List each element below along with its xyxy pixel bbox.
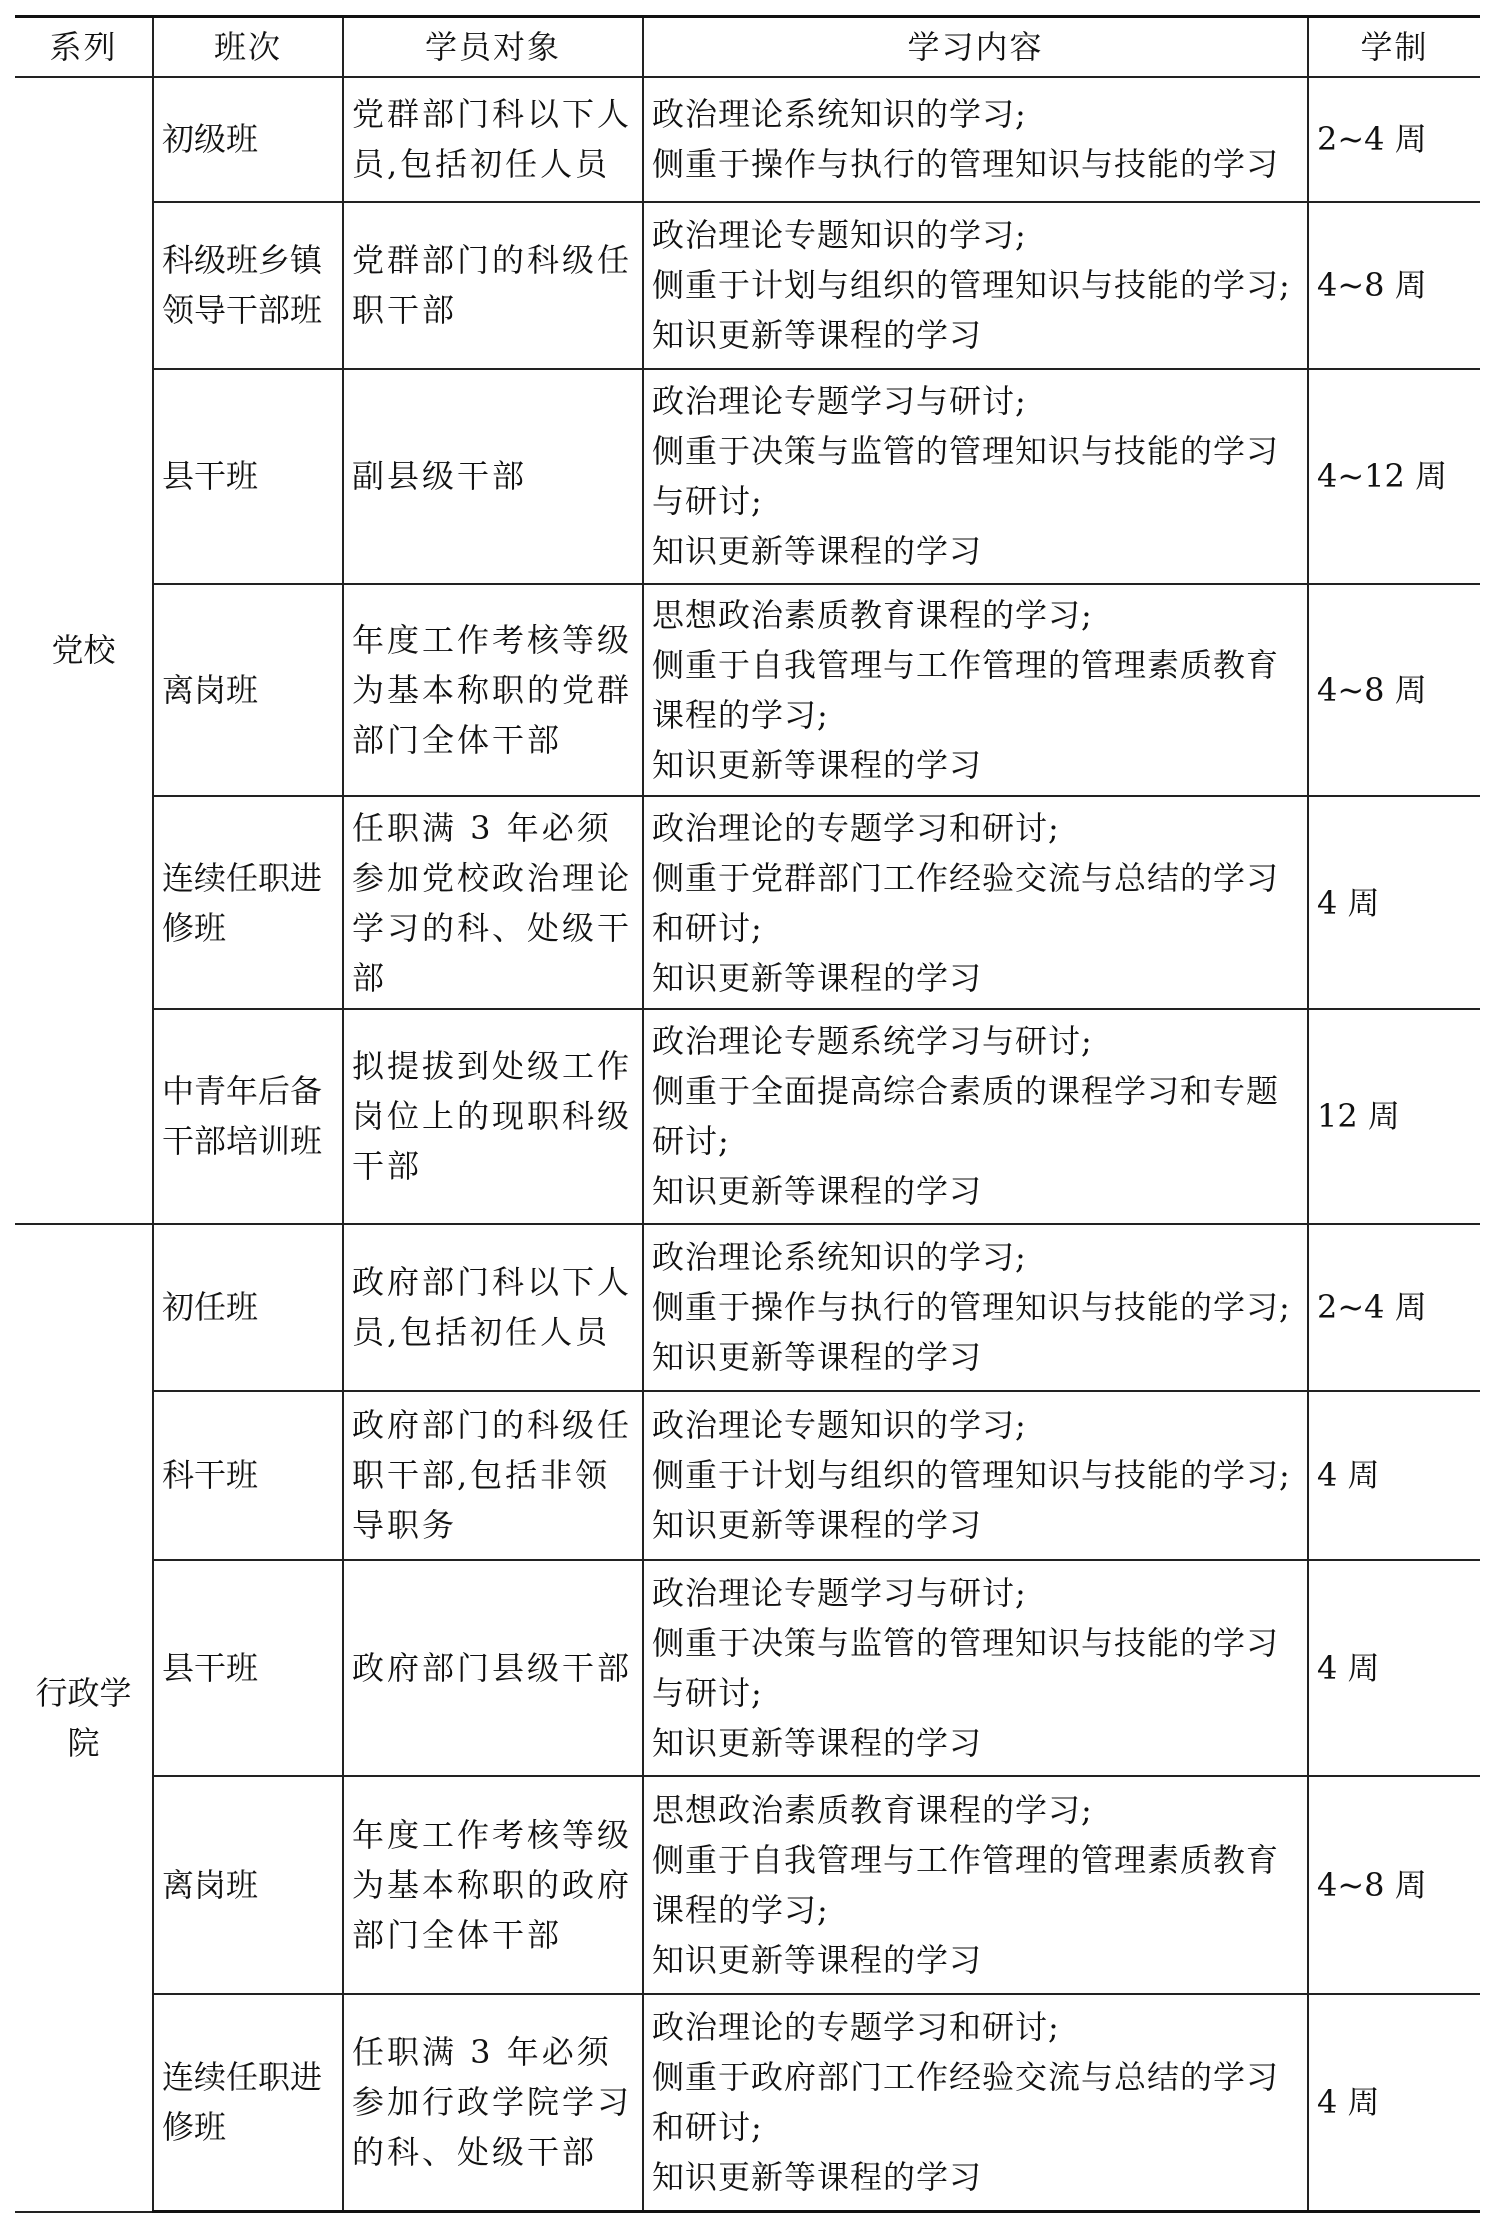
table-row bbox=[15, 1994, 1480, 2212]
target-cell: 政府部门的科级任职干部,包括非领导职务 bbox=[343, 1391, 643, 1560]
duration-cell: 4 周 bbox=[1308, 796, 1480, 1009]
class-cell: 初级班 bbox=[153, 77, 343, 202]
target-cell: 副县级干部 bbox=[343, 369, 643, 584]
training-program-table bbox=[15, 15, 1480, 2213]
content-cell bbox=[643, 369, 1308, 584]
content-line: 知识更新等课程的学习 bbox=[652, 316, 983, 355]
content-line: 侧重于自我管理与工作管理的管理素质教育课程的学习; bbox=[652, 1840, 1280, 1929]
content-cell bbox=[643, 1391, 1308, 1560]
content-line: 侧重于操作与执行的管理知识与技能的学习; bbox=[652, 1288, 1291, 1327]
content-line: 政治理论专题学习与研讨; bbox=[652, 1573, 1027, 1612]
header-duration: 学制 bbox=[1308, 17, 1480, 78]
class-cell: 县干班 bbox=[153, 369, 343, 584]
content-line: 政治理论专题学习与研讨; bbox=[652, 382, 1027, 421]
table-row bbox=[15, 584, 1480, 797]
duration-cell: 4 周 bbox=[1308, 1391, 1480, 1560]
content-line: 知识更新等课程的学习 bbox=[652, 1172, 983, 1211]
content-line: 政治理论系统知识的学习; bbox=[652, 95, 1027, 134]
content-cell bbox=[643, 1994, 1308, 2212]
content-line: 知识更新等课程的学习 bbox=[652, 532, 983, 571]
target-cell: 党群部门科以下人员,包括初任人员 bbox=[343, 77, 643, 202]
series-cell: 行政学院 bbox=[15, 1224, 153, 2212]
content-line: 思想政治素质教育课程的学习; bbox=[652, 1790, 1093, 1829]
content-line: 侧重于政府部门工作经验交流与总结的学习和研讨; bbox=[652, 2058, 1280, 2147]
table-row bbox=[15, 1009, 1480, 1224]
target-cell: 拟提拔到处级工作岗位上的现职科级干部 bbox=[343, 1009, 643, 1224]
content-line: 侧重于决策与监管的管理知识与技能的学习与研讨; bbox=[652, 1623, 1280, 1712]
table-row bbox=[15, 1224, 1480, 1391]
table-row bbox=[15, 796, 1480, 1009]
duration-cell: 12 周 bbox=[1308, 1009, 1480, 1224]
content-cell bbox=[643, 77, 1308, 202]
target-cell: 任职满 3 年必须参加行政学院学习的科、处级干部 bbox=[343, 1994, 643, 2212]
content-line: 侧重于操作与执行的管理知识与技能的学习 bbox=[652, 145, 1280, 184]
content-cell bbox=[643, 1224, 1308, 1391]
header-series: 系列 bbox=[15, 17, 153, 78]
class-cell: 中青年后备干部培训班 bbox=[153, 1009, 343, 1224]
class-cell: 连续任职进修班 bbox=[153, 1994, 343, 2212]
content-cell bbox=[643, 1560, 1308, 1776]
header-target: 学员对象 bbox=[343, 17, 643, 78]
content-cell bbox=[643, 1009, 1308, 1224]
target-cell: 年度工作考核等级为基本称职的党群部门全体干部 bbox=[343, 584, 643, 797]
content-line: 知识更新等课程的学习 bbox=[652, 1506, 983, 1545]
class-cell: 离岗班 bbox=[153, 1776, 343, 1994]
table-row bbox=[15, 202, 1480, 369]
table-row bbox=[15, 1560, 1480, 1776]
class-cell: 科级班乡镇领导干部班 bbox=[153, 202, 343, 369]
content-line: 侧重于全面提高综合素质的课程学习和专题研讨; bbox=[652, 1072, 1280, 1161]
content-cell bbox=[643, 202, 1308, 369]
content-line: 知识更新等课程的学习 bbox=[652, 1338, 983, 1377]
duration-cell: 4 周 bbox=[1308, 1560, 1480, 1776]
content-line: 侧重于计划与组织的管理知识与技能的学习; bbox=[652, 266, 1291, 305]
target-cell: 党群部门的科级任职干部 bbox=[343, 202, 643, 369]
content-line: 政治理论的专题学习和研讨; bbox=[652, 2008, 1060, 2047]
header-content: 学习内容 bbox=[643, 17, 1308, 78]
table-row bbox=[15, 1391, 1480, 1560]
content-line: 知识更新等课程的学习 bbox=[652, 1940, 983, 1979]
header-class: 班次 bbox=[153, 17, 343, 78]
class-cell: 连续任职进修班 bbox=[153, 796, 343, 1009]
class-cell: 初任班 bbox=[153, 1224, 343, 1391]
content-line: 思想政治素质教育课程的学习; bbox=[652, 595, 1093, 634]
class-cell: 科干班 bbox=[153, 1391, 343, 1560]
table-row bbox=[15, 77, 1480, 202]
target-cell: 政府部门科以下人员,包括初任人员 bbox=[343, 1224, 643, 1391]
content-line: 知识更新等课程的学习 bbox=[652, 745, 983, 784]
content-cell bbox=[643, 584, 1308, 797]
target-cell: 政府部门县级干部 bbox=[343, 1560, 643, 1776]
content-line: 侧重于自我管理与工作管理的管理素质教育课程的学习; bbox=[652, 645, 1280, 734]
content-line: 政治理论专题知识的学习; bbox=[652, 216, 1027, 255]
content-line: 政治理论专题知识的学习; bbox=[652, 1406, 1027, 1445]
content-line: 政治理论系统知识的学习; bbox=[652, 1238, 1027, 1277]
class-cell: 离岗班 bbox=[153, 584, 343, 797]
content-line: 侧重于党群部门工作经验交流与总结的学习和研讨; bbox=[652, 858, 1280, 947]
duration-cell: 2~4 周 bbox=[1308, 77, 1480, 202]
duration-cell: 4~12 周 bbox=[1308, 369, 1480, 584]
content-line: 侧重于计划与组织的管理知识与技能的学习; bbox=[652, 1456, 1291, 1495]
class-cell: 县干班 bbox=[153, 1560, 343, 1776]
target-cell: 年度工作考核等级为基本称职的政府部门全体干部 bbox=[343, 1776, 643, 1994]
content-line: 知识更新等课程的学习 bbox=[652, 2158, 983, 2197]
duration-cell: 4~8 周 bbox=[1308, 202, 1480, 369]
target-cell: 任职满 3 年必须参加党校政治理论学习的科、处级干部 bbox=[343, 796, 643, 1009]
content-line: 知识更新等课程的学习 bbox=[652, 1723, 983, 1762]
content-line: 政治理论的专题学习和研讨; bbox=[652, 808, 1060, 847]
duration-cell: 4 周 bbox=[1308, 1994, 1480, 2212]
duration-cell: 4~8 周 bbox=[1308, 584, 1480, 797]
content-line: 知识更新等课程的学习 bbox=[652, 958, 983, 997]
content-line: 侧重于决策与监管的管理知识与技能的学习与研讨; bbox=[652, 432, 1280, 521]
header-row bbox=[15, 17, 1480, 78]
table-row bbox=[15, 1776, 1480, 1994]
content-line: 政治理论专题系统学习与研讨; bbox=[652, 1022, 1093, 1061]
content-cell bbox=[643, 796, 1308, 1009]
content-cell bbox=[643, 1776, 1308, 1994]
duration-cell: 2~4 周 bbox=[1308, 1224, 1480, 1391]
duration-cell: 4~8 周 bbox=[1308, 1776, 1480, 1994]
series-cell: 党校 bbox=[15, 77, 153, 1224]
table-row bbox=[15, 369, 1480, 584]
